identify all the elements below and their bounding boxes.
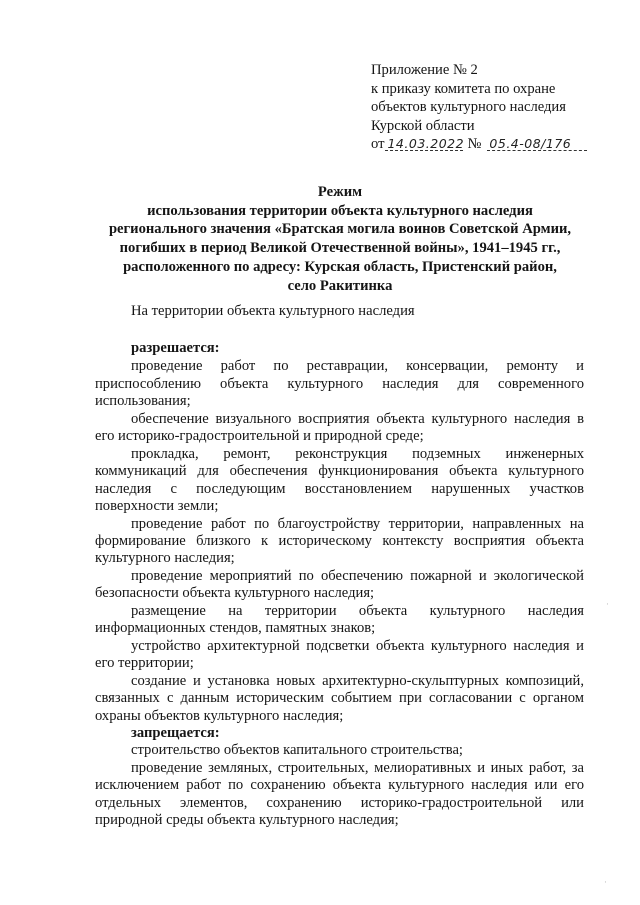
handwritten-date: 14.03.2022 — [387, 136, 465, 152]
appendix-date-number-line — [371, 135, 621, 154]
appendix-committee-line: объектов культурного наследия — [371, 99, 566, 116]
allowed-item: создание и установка новых архитектурно-скульптурных композиций, связанных с данным историческим событием при согласовании с органом охраны объектов культурного наследия; — [95, 672, 584, 724]
document-title — [80, 183, 600, 295]
appendix-order-line: к приказу комитета по охране — [371, 80, 556, 97]
appendix-header — [371, 61, 621, 154]
allowed-heading: разрешается: — [131, 340, 220, 356]
allowed-item: размещение на территории объекта культурного наследия информационных стендов, памятных знаков; — [95, 602, 584, 637]
forbidden-item: строительство объектов капитального строительства; — [131, 742, 463, 759]
handwritten-number: 05.4-08/176 — [487, 137, 587, 151]
appendix-region-line: Курской области — [371, 117, 475, 134]
allowed-item: обеспечение визуального восприятия объекта культурного наследия в его историко-градостроительной и природной среде; — [95, 410, 584, 445]
forbidden-item: проведение земляных, строительных, мелиоративных и иных работ, за исключением работ по сохранению объекта культурного наследия или его отдельных элементов, сохранению историко-градостроительной или природной среды объекта культурного наследия; — [95, 759, 584, 829]
from-label: от — [371, 136, 385, 153]
allowed-item: проведение работ по реставрации, консервации, ремонту и приспособлению объекта культурного наследия для современного использования; — [95, 358, 584, 410]
allowed-item: проведение мероприятий по обеспечению пожарной и экологической безопасности объекта культурного наследия; — [95, 567, 584, 602]
document-body — [95, 340, 584, 830]
number-label: № — [467, 136, 482, 153]
scan-speck: · — [606, 600, 609, 610]
intro-text: На территории объекта культурного наследия — [131, 303, 415, 319]
title-line-3: регионального значения «Братская могила воинов Советской Армии, — [108, 221, 572, 238]
allowed-item: прокладка, ремонт, реконструкция подземных инженерных коммуникаций для обеспечения функционирования объекта культурного наследия с последующим восстановлением нарушенных участков поверхности земли; — [95, 445, 584, 515]
scan-speck: · — [604, 878, 607, 888]
title-line-5: расположенного по адресу: Курская область, Пристенский район, — [123, 258, 557, 275]
title-line-1: Режим — [317, 184, 363, 200]
appendix-number: Приложение № 2 — [371, 62, 478, 78]
title-line-6: село Ракитинка — [287, 277, 393, 294]
title-line-2: использования территории объекта культурного наследия — [147, 202, 533, 219]
allowed-item: устройство архитектурной подсветки объекта культурного наследия и его территории; — [95, 637, 584, 672]
forbidden-heading: запрещается: — [131, 724, 220, 741]
allowed-item: проведение работ по благоустройству территории, направленных на формирование близкого к историческому контексту восприятия объекта культурного наследия; — [95, 515, 584, 567]
title-line-4: погибших в период Великой Отечественной войны», 1941–1945 гг., — [119, 240, 561, 257]
